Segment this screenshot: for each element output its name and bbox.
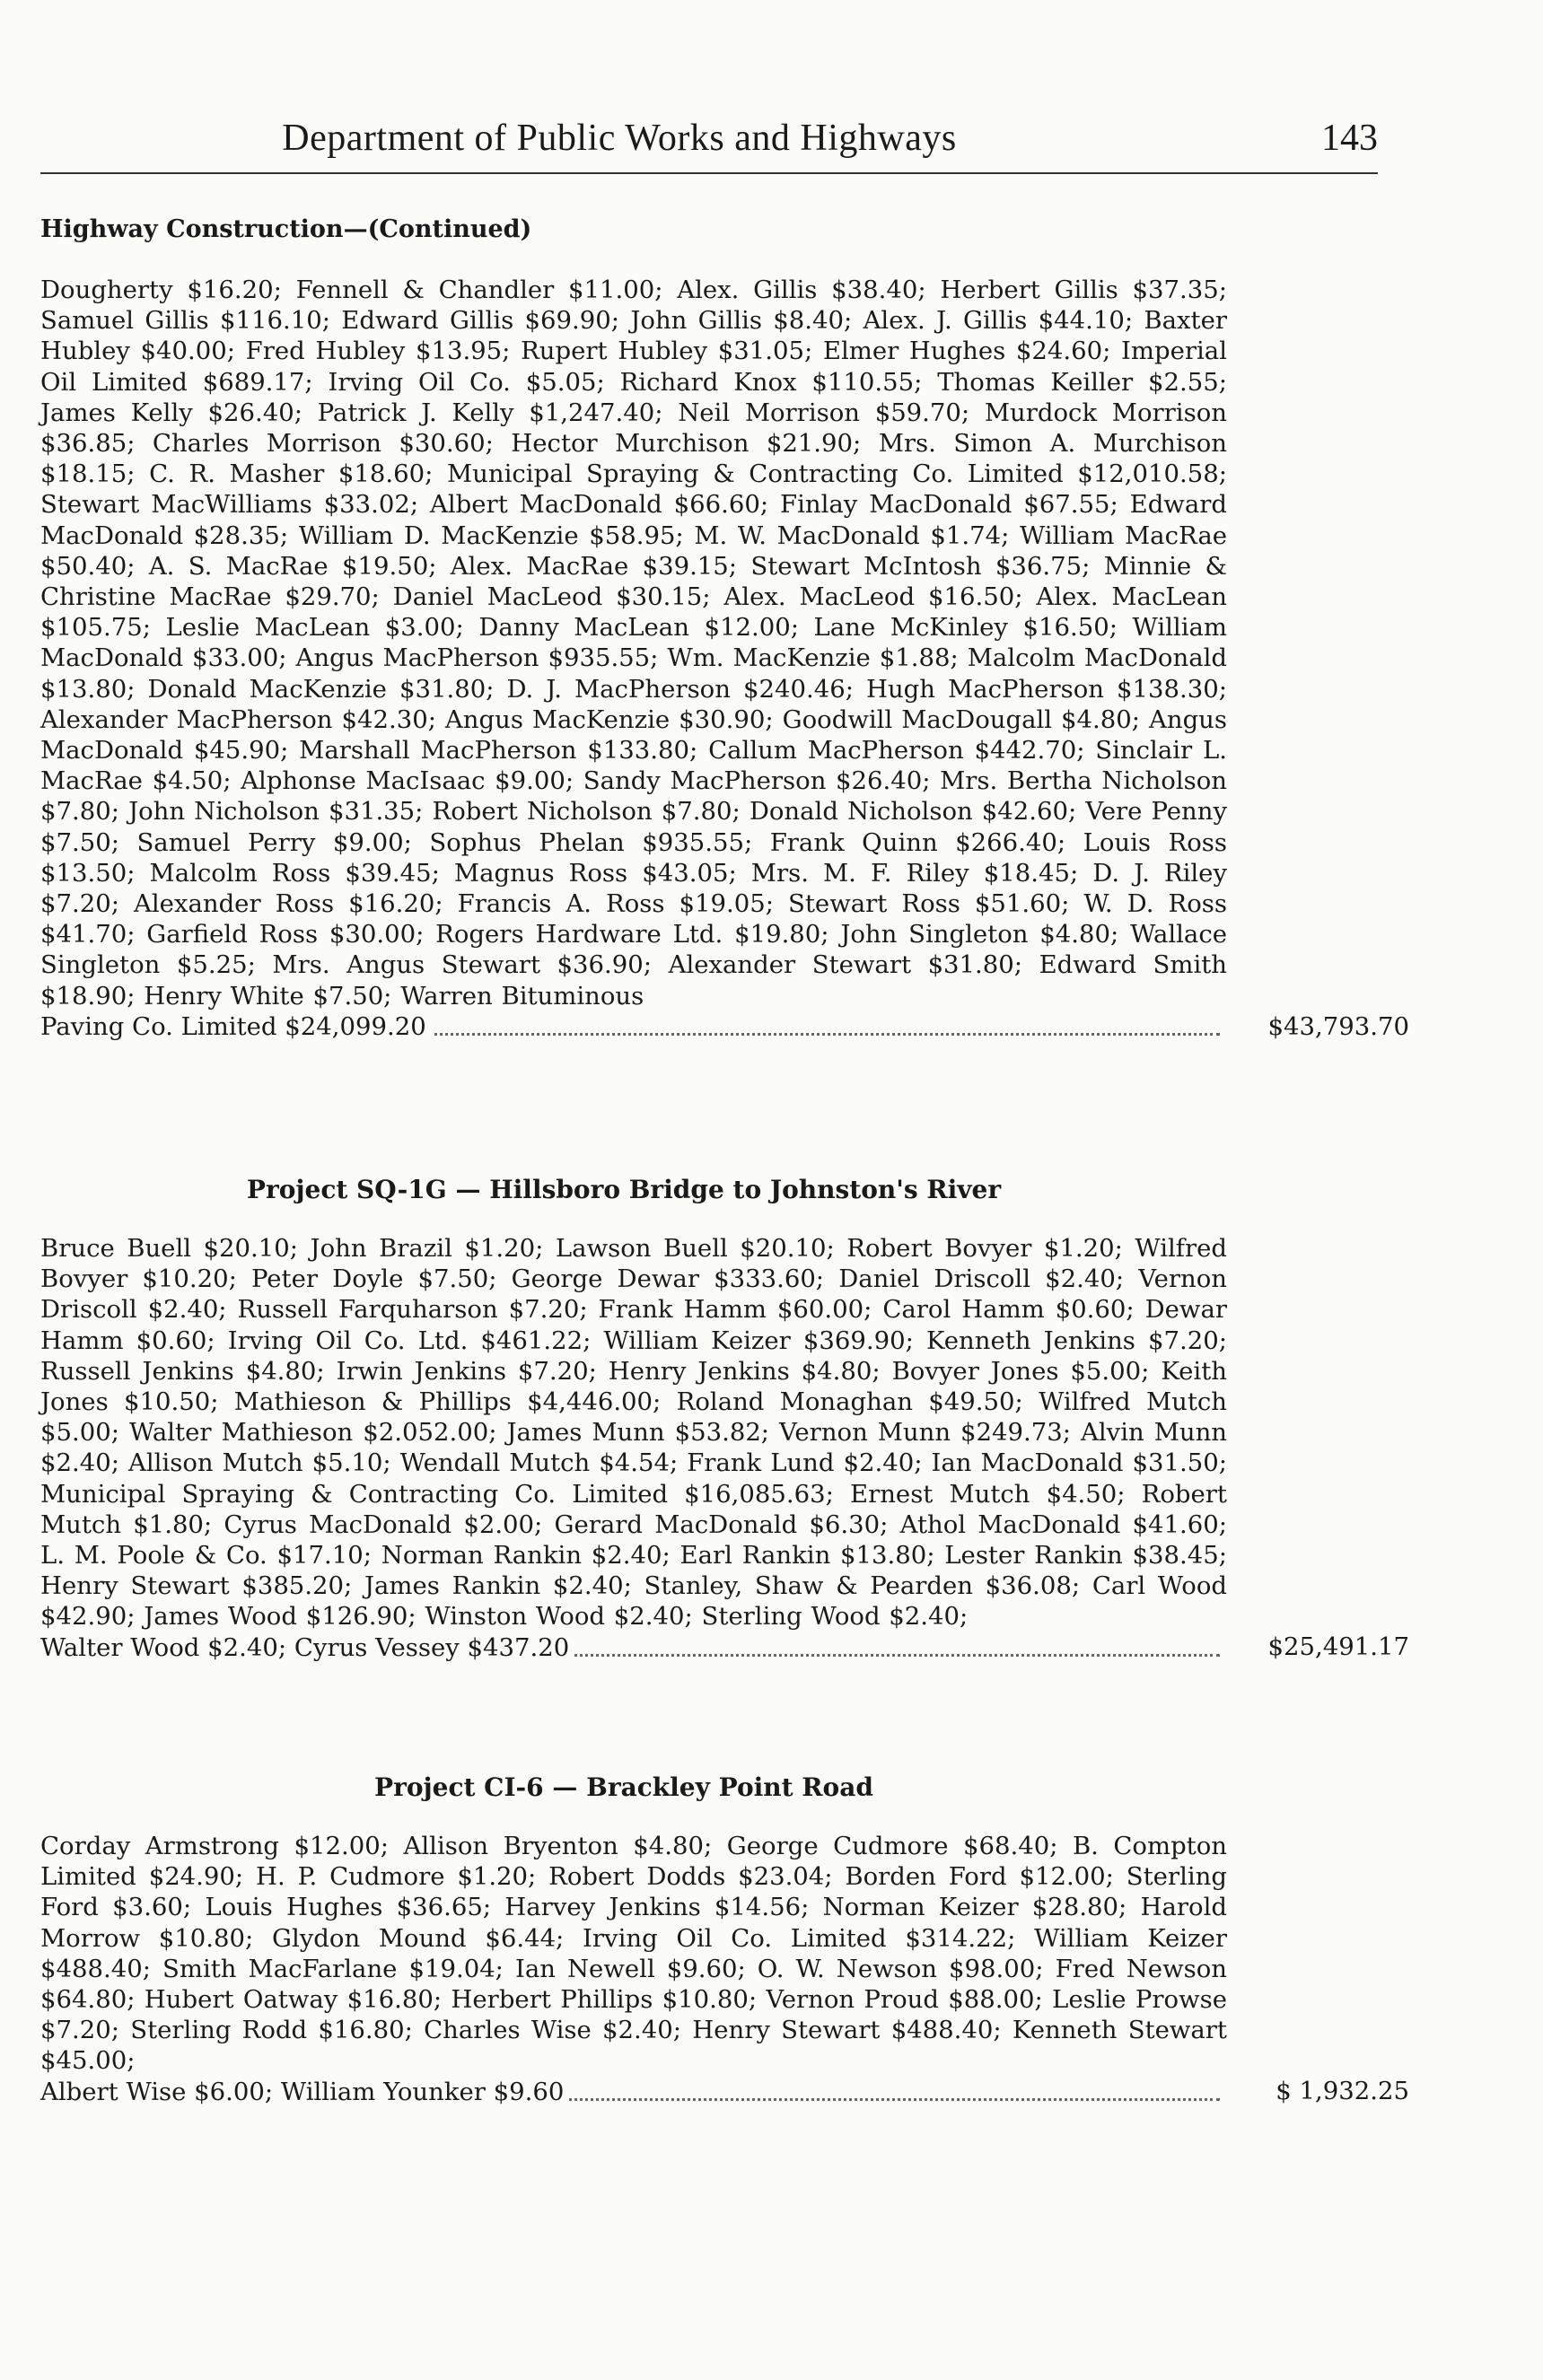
payee-paragraph: Bruce Buell $20.10; John Brazil $1.20; Lawson Buell $20.10; Robert Bovyer $1.20; Wilfred Bovyer $10.20; Peter Doyle $7.50; George Dewar $333.60; Daniel Driscoll $2.40; Vernon Driscoll $2.40; Russell Farquharson $7.20; Frank Hamm $60.00; Carol Hamm $0.60; Dewar Hamm $0.60; Irving Oil Co. Ltd. $461.22; William Keizer $369.90; Kenneth Jenkins $7.20; Russell Jenkins $4.80; Irwin Jenkins $7.20; Henry Jenkins $4.80; Bovyer Jones $5.00; Keith Jones $10.50; Mathieson & Phillips $4,446.00; Roland Monaghan $49.50; Wilfred Mutch $5.00; Walter Mathieson $2.052.00; James Munn $53.82; Vernon Munn $249.73; Alvin Munn $2.40; Allison Mutch $5.10; Wendall Mutch $4.54; Frank Lund $2.40; Ian MacDonald $31.50; Municipal Spraying & Contracting Co. Limited $16,085.63; Ernest Mutch $4.50; Robert Mutch $1.80; Cyrus MacDonald $2.00; Gerard MacDonald $6.30; Athol MacDonald $41.60; L. M. Poole & Co. $17.10; Norman Rankin $2.40; Earl Rankin $13.80; Lester Rankin $38.45; Henry Stewart $385.20; James Rankin $2.40; Stanley, Shaw & Pearden $36.08; Carl Wood $42.90; James Wood $126.90; Winston Wood $2.40; Sterling Wood $2.40; <box>40 1234 1227 1632</box>
payment-list-continued <box>40 275 1409 1042</box>
payment-list-ci-6 <box>40 1831 1409 2107</box>
page-number: 143 <box>1321 118 1378 159</box>
project-heading-ci-6: Project CI-6 — Brackley Point Road <box>374 1772 873 1802</box>
section-heading: Highway Construction—(Continued) <box>40 215 532 243</box>
running-title: Department of Public Works and Highways <box>282 118 957 159</box>
payee-last-line-text: Albert Wise $6.00; William Younker $9.60 <box>40 2078 569 2106</box>
payee-last-line-text: Walter Wood $2.40; Cyrus Vessey $437.20 <box>40 1633 574 1662</box>
running-header <box>40 115 1378 174</box>
payment-list-sq-1g <box>40 1233 1409 1663</box>
payee-paragraph: Dougherty $16.20; Fennell & Chandler $11.00; Alex. Gillis $38.40; Herbert Gillis $37.35; Samuel Gillis $116.10; Edward Gillis $69.90; John Gillis $8.40; Alex. J. Gillis $44.10; Baxter Hubley $40.00; Fred Hubley $13.95; Rupert Hubley $31.05; Elmer Hughes $24.60; Imperial Oil Limited $689.17; Irving Oil Co. $5.05; Richard Knox $110.55; Thomas Keiller $2.55; James Kelly $26.40; Patrick J. Kelly $1,247.40; Neil Morrison $59.70; Murdock Morrison $36.85; Charles Morrison $30.60; Hector Murchison $21.90; Mrs. Simon A. Murchison $18.15; C. R. Masher $18.60; Municipal Spraying & Contracting Co. Limited $12,010.58; Stewart MacWilliams $33.02; Albert MacDonald $66.60; Finlay MacDonald $67.55; Edward MacDonald $28.35; William D. MacKenzie $58.95; M. W. MacDonald $1.74; William MacRae $50.40; A. S. MacRae $19.50; Alex. MacRae $39.15; Stewart McIntosh $36.75; Minnie & Christine MacRae $29.70; Daniel MacLeod $30.15; Alex. MacLeod $16.50; Alex. MacLean $105.75; Leslie MacLean $3.00; Danny MacLean $12.00; Lane McKinley $16.50; William MacDonald $33.00; Angus MacPherson $935.55; Wm. MacKenzie $1.88; Malcolm MacDonald $13.80; Donald MacKenzie $31.80; D. J. MacPherson $240.46; Hugh MacPherson $138.30; Alexander MacPherson $42.30; Angus MacKenzie $30.90; Goodwill MacDougall $4.80; Angus MacDonald $45.90; Marshall MacPherson $133.80; Callum MacPherson $442.70; Sinclair L. MacRae $4.50; Alphonse MacIsaac $9.00; Sandy MacPherson $26.40; Mrs. Bertha Nicholson $7.80; John Nicholson $31.35; Robert Nicholson $7.80; Donald Nicholson $42.60; Vere Penny $7.50; Samuel Perry $9.00; Sophus Phelan $935.55; Frank Quinn $266.40; Louis Ross $13.50; Malcolm Ross $39.45; Magnus Ross $43.05; Mrs. M. F. Riley $18.45; D. J. Riley $7.20; Alexander Ross $16.20; Francis A. Ross $19.05; Stewart Ross $51.60; W. D. Ross $41.70; Garfield Ross $30.00; Rogers Hardware Ltd. $19.80; John Singleton $4.80; Wallace Singleton $5.25; Mrs. Angus Stewart $36.90; Alexander Stewart $31.80; Edward Smith $18.90; Henry White $7.50; Warren Bituminous <box>40 276 1227 1011</box>
payee-last-line <box>40 1011 1409 1042</box>
payee-last-line-text: Paving Co. Limited $24,099.20 <box>40 1012 432 1041</box>
section-total: $43,793.70 <box>1267 1011 1409 1041</box>
section-total: $ 1,932.25 <box>1276 2077 1409 2106</box>
project-heading-sq-1g: Project SQ-1G — Hillsboro Bridge to Johnston's River <box>246 1175 1002 1204</box>
payee-last-line <box>40 2077 1409 2107</box>
payee-last-line <box>40 1632 1409 1663</box>
payee-paragraph: Corday Armstrong $12.00; Allison Bryenton $4.80; George Cudmore $68.40; B. Compton Limited $24.90; H. P. Cudmore $1.20; Robert Dodds $23.04; Borden Ford $12.00; Sterling Ford $3.60; Louis Hughes $36.65; Harvey Jenkins $14.56; Norman Keizer $28.80; Harold Morrow $10.80; Glydon Mound $6.44; Irving Oil Co. Limited $314.22; William Keizer $488.40; Smith MacFarlane $19.04; Ian Newell $9.60; O. W. Newson $98.00; Fred Newson $64.80; Hubert Oatway $16.80; Herbert Phillips $10.80; Vernon Proud $88.00; Leslie Prowse $7.20; Sterling Rodd $16.80; Charles Wise $2.40; Henry Stewart $488.40; Kenneth Stewart $45.00; <box>40 1832 1227 2076</box>
section-total: $25,491.17 <box>1267 1632 1409 1662</box>
